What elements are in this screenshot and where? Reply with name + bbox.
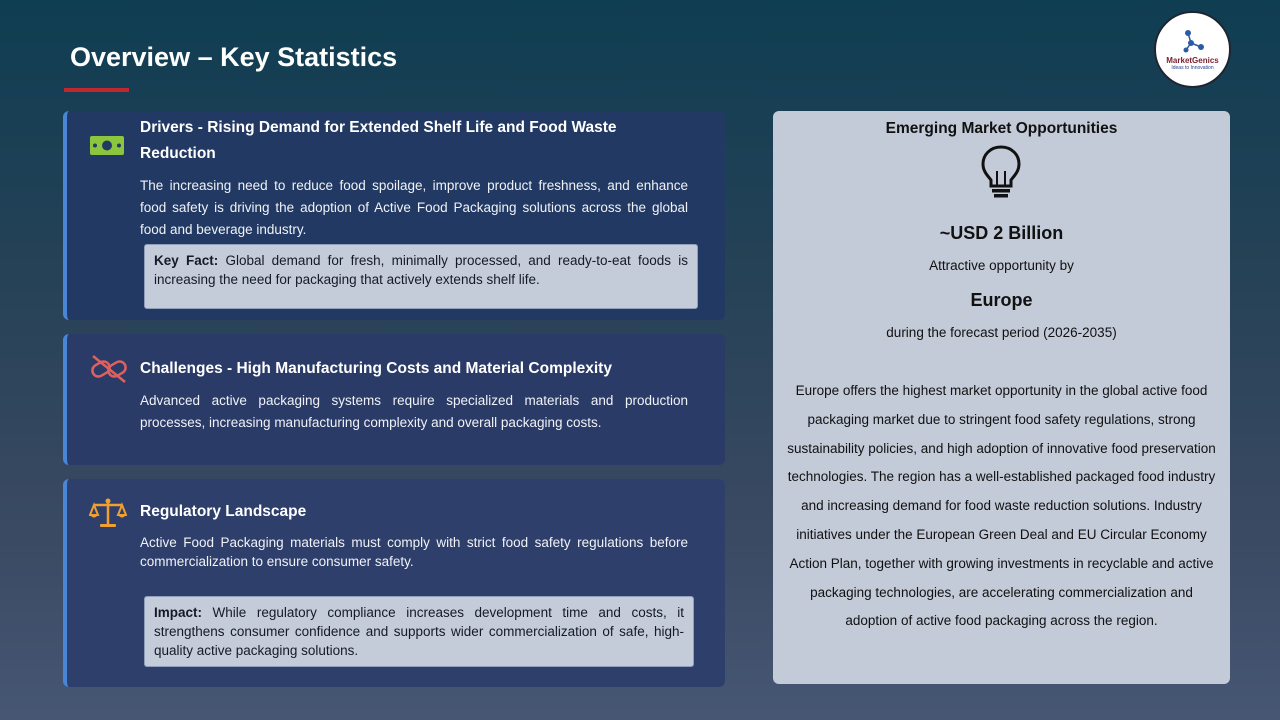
title-underline — [64, 88, 129, 92]
money-icon — [89, 131, 125, 159]
key-fact-box — [144, 244, 698, 309]
challenges-card — [63, 334, 725, 465]
forecast-period: during the forecast period (2026-2035) — [886, 325, 1117, 340]
opportunity-subtitle: Attractive opportunity by — [929, 258, 1074, 273]
impact-box — [144, 596, 694, 667]
opportunity-panel — [773, 111, 1230, 684]
opportunity-region: Europe — [970, 290, 1033, 310]
page-title: Overview – Key Statistics — [70, 42, 398, 72]
regulatory-text: Active Food Packaging materials must comply with strict food safety regulations before commercialization to ensure consumer safety. — [140, 535, 688, 569]
drivers-title: Drivers - Rising Demand for Extended Shelf Life and Food Waste Reduction — [140, 119, 617, 162]
challenges-title: Challenges - High Manufacturing Costs and Material Complexity — [140, 360, 612, 377]
drivers-card — [63, 111, 725, 320]
regulatory-title: Regulatory Landscape — [140, 503, 307, 520]
scales-icon — [89, 497, 127, 529]
drivers-text: The increasing need to reduce food spoilage, improve product freshness, and enhance food safety is driving the adoption of Active Food Packaging solutions across the global food and beverage industry. — [140, 178, 688, 237]
lightbulb-icon — [978, 143, 1024, 199]
impact-text: While regulatory compliance increases development time and costs, it strengthens consumer confidence and supports wider commercialization of safe, high-quality active packaging solutions. — [154, 605, 684, 658]
key-fact-label: Key Fact: — [154, 253, 219, 268]
opportunity-value: ~USD 2 Billion — [939, 223, 1064, 243]
opportunity-body: Europe offers the highest market opportunity in the global active food packaging market due to stringent food safety regulations, strong sustainability policies, and high adoption of innovative food preservation technologies. The region has a well-established packaged food industry and increasing demand for food waste reduction solutions. Industry initiatives under the European Green Deal and EU Circular Economy Action Plan, together with growing investments in recyclable and active packaging technologies, are accelerating commercialization and adoption of active food packaging across the region. — [787, 383, 1216, 629]
broken-link-icon — [89, 354, 129, 384]
logo-name: MarketGenics — [1166, 56, 1219, 65]
challenges-text: Advanced active packaging systems require specialized materials and production processes, increasing manufacturing complexity and overall packaging costs. — [140, 393, 688, 430]
key-fact-text: Global demand for fresh, minimally processed, and ready-to-eat foods is increasing the need for packaging that actively extends shelf life. — [154, 253, 688, 287]
company-logo — [1154, 11, 1231, 88]
logo-tagline: Ideas to Innovation — [1171, 65, 1214, 71]
regulatory-card — [63, 479, 725, 687]
impact-label: Impact: — [154, 605, 203, 620]
network-nodes-icon — [1180, 28, 1206, 54]
opportunity-title: Emerging Market Opportunities — [885, 120, 1118, 137]
